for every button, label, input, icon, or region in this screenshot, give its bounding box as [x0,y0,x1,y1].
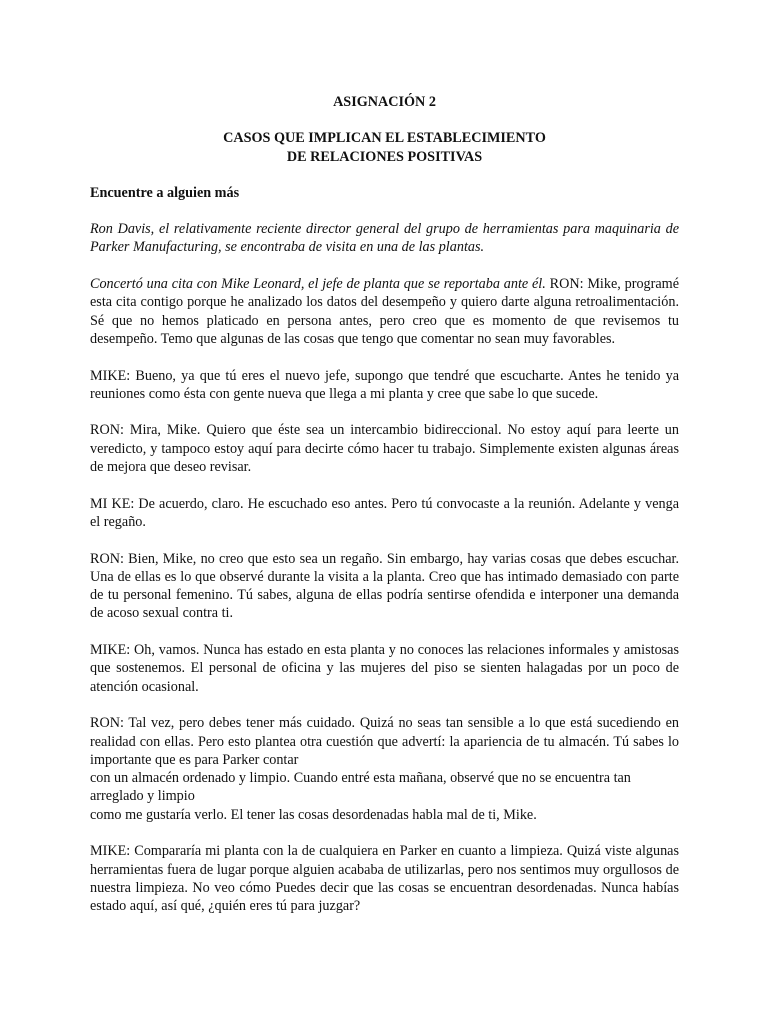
document-title: ASIGNACIÓN 2 [333,94,436,110]
paragraph-8: MIKE: Compararía mi planta con la de cualquiera en Parker en cuanto a limpieza. Quizá viste algunas herramientas fuera de lugar porque alguien acababa de utilizarlas, pero nos sentimos muy orgullosos de nuestra limpieza. No veo cómo Puedes decir que las cosas se encuentran desordenadas. Nunca habías estado aquí, así qué, ¿quién eres tú para juzgar? [90,843,679,915]
paragraph-3: RON: Mira, Mike. Quiero que éste sea un intercambio bidireccional. No estoy aquí para leerte un veredicto, y tampoco estoy aquí para decirte cómo hacer tu trabajo. Simplemente existen algunas áreas de mejora que deseo revisar. [90,422,679,476]
document-page [90,93,679,934]
intro-paragraph: Ron Davis, el relativamente reciente director general del grupo de herramientas para maquinaria de Parker Manufacturing, se encontraba de visita en una de las plantas. [90,221,679,256]
document-subtitle-line2: DE RELACIONES POSITIVAS [286,148,483,165]
paragraph-4: MI KE: De acuerdo, claro. He escuchado eso antes. Pero tú convocaste a la reunión. Adelante y venga el regaño. [90,495,679,530]
paragraph-1-italic: Concertó una cita con Mike Leonard, el jefe de planta que se reportaba ante él. [90,276,546,293]
section-heading: Encuentre a alguien más [90,184,240,201]
paragraph-6: MIKE: Oh, vamos. Nunca has estado en esta planta y no conoces las relaciones informales y amistosas que sostenemos. El personal de oficina y las mujeres del piso se sienten halagadas por un poco de atención ocasional. [90,642,679,695]
paragraph-5: RON: Bien, Mike, no creo que esto sea un regaño. Sin embargo, hay varias cosas que debes escuchar. Una de ellas es lo que observé durante la visita a la planta. Creo que has intimado demasiado con parte de tu personal femenino. Tú sabes, alguna de ellas podría sentirse ofendida e interponer una demanda de acoso sexual contra ti. [90,550,679,622]
document-subtitle-line1: CASOS QUE IMPLICAN EL ESTABLECIMIENTO [223,130,546,147]
paragraph-7 [90,714,679,824]
paragraph-7-part1: RON: Tal vez, pero debes tener más cuidado. Quizá no seas tan sensible a lo que está sucediendo en realidad con ellas. Pero esto plantea otra cuestión que advertí: la apariencia de tu almacén. Tú sabes lo importante que es para Parker contar [90,715,679,768]
paragraph-7-part2: con un almacén ordenado y limpio. Cuando entré esta mañana, observé que no se encuentra tan arreglado y limpio [90,770,631,805]
paragraph-1-rest: RON: Mike, programé esta cita contigo porque he analizado los datos del desempeño y quiero darte alguna retroalimentación. Sé que no hemos platicado en persona antes, pero creo que es momento de que revisemos tu desempeño. Temo que algunas de las cosas que tengo que comentar no sean muy favorables. [90,276,679,347]
paragraph-1 [90,275,679,348]
paragraph-7-part3: como me gustaría verlo. El tener las cosas desordenadas habla mal de ti, Mike. [90,806,537,823]
paragraph-2: MIKE: Bueno, ya que tú eres el nuevo jefe, supongo que tendré que escucharte. Antes he tenido ya reuniones como ésta con gente nueva que llega a mi planta y cree que sabe lo que sucede. [90,367,679,402]
